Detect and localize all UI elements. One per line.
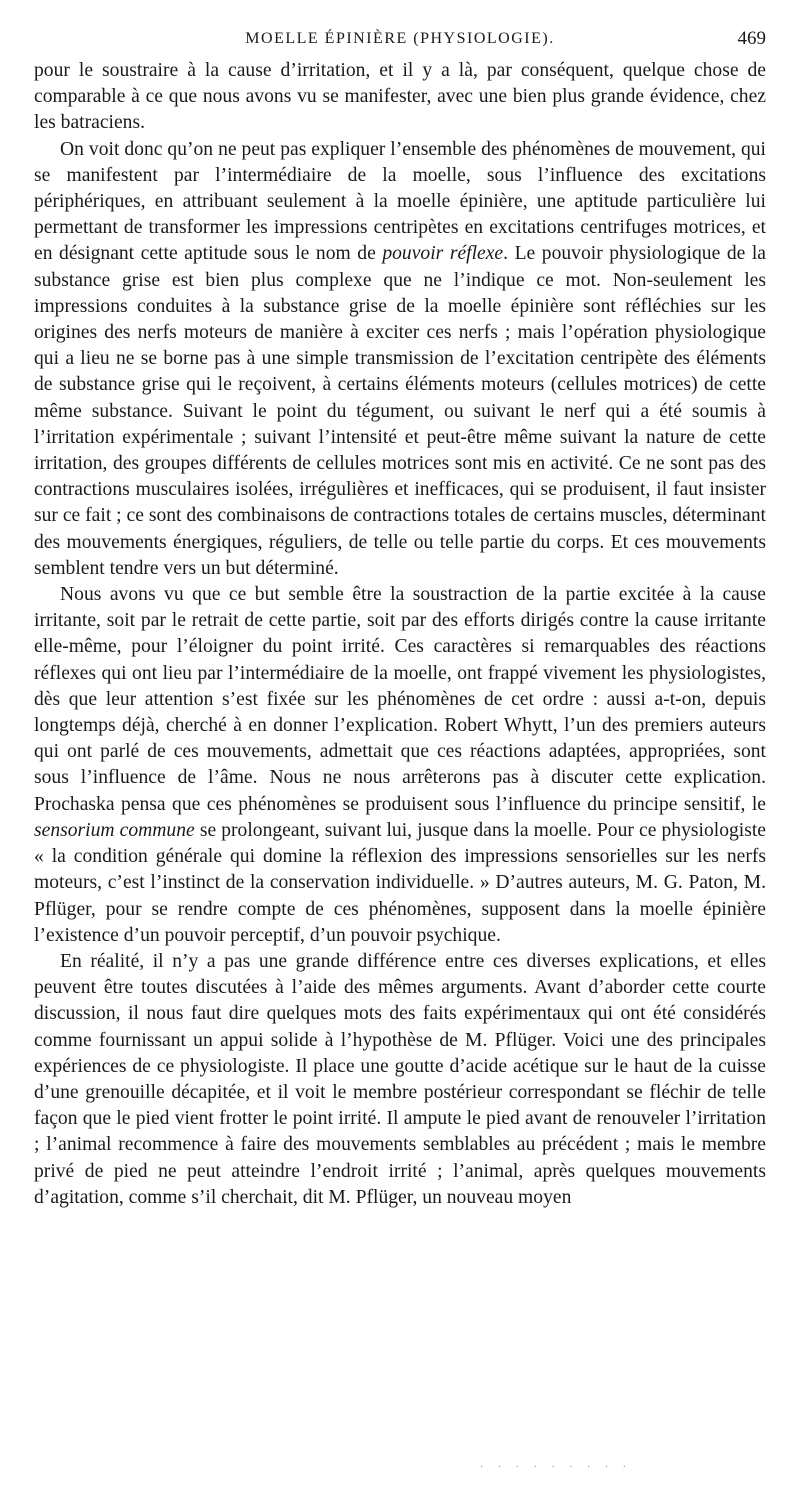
text-segment: pour le soustraire à la cause d’irritation, et il y a là, par conséquent, quelque chose de comparable à ce que nous avons vu se manifester, avec une bien plus grande évidence, chez les batraciens. xyxy=(34,60,766,134)
paragraph xyxy=(34,949,766,1211)
page-number: 469 xyxy=(737,28,766,49)
text-segment: Nous avons vu que ce but semble être la soustraction de la partie excitée à la cause irritante, soit par le retrait de cette partie, soit par des efforts dirigés contre la cause irritante elle-même, pour l’éloigner du point irrité. Ces caractères si remarquables des réactions réflexes qui ont lieu par l’intermédiaire de la moelle, ont frappé vivement les physiologistes, dès que leur attention s’est fixée sur les phénomènes de cet ordre : aussi a-t-on, depuis longtemps déjà, cherché à en donner l’explication. Robert Whytt, l’un des premiers auteurs qui ont parlé de ces mouvements, admettait que ces réactions adaptées, appropriées, sont sous l’influence de l’âme. Nous ne nous arrêterons pas à discuter cette explication. Prochaska pensa que ces phénomènes se produisent sous l’influence du principe sensitif, le xyxy=(34,584,766,815)
paragraph xyxy=(34,58,766,137)
print-specks: · · · · · · · · · xyxy=(480,1462,632,1473)
italic-term: pouvoir réflexe xyxy=(382,243,504,265)
italic-term: sensorium commune xyxy=(34,819,195,841)
paragraph xyxy=(34,582,766,949)
body-text xyxy=(34,58,766,1211)
text-segment: se prolongeant, suivant lui, jusque dans la moelle. Pour ce physiologiste « la condition générale qui domine la réflexion des impressions sensorielles sur les nerfs moteurs, c’est l’instinct de la conservation individuelle. » D’autres auteurs, M. G. Paton, M. Pflüger, pour se rendre compte de ces phénomènes, supposent dans la moelle épinière l’existence d’un pouvoir perceptif, d’un pouvoir psychique. xyxy=(34,819,766,946)
text-segment: On voit donc qu’on ne peut pas expliquer l’ensemble des phénomènes de mouvement, qui se manifestent par l’intermédiaire de la moelle, sous l’influence des excitations périphériques, en attribuant seulement à la moelle épinière, une aptitude particulière lui permettant de transformer les impressions centripètes en excitations centrifuges motrices, et en désignant cette aptitude sous le nom de xyxy=(34,138,766,265)
text-segment: En réalité, il n’y a pas une grande différence entre ces diverses explications, et elles peuvent être toutes discutées à l’aide des mêmes arguments. Avant d’aborder cette courte discussion, il nous faut dire quelques mots des faits expérimentaux qui ont été considérés comme fournissant un appui solide à l’hypothèse de M. Pflüger. Voici une des principales expériences de ce physiologiste. Il place une goutte d’acide acétique sur le haut de la cuisse d’une grenouille décapitée, et il voit le membre postérieur correspondant se fléchir de telle façon que le pied vient frotter le point irrité. Il ampute le pied avant de renouveler l’irritation ; l’animal recommence à faire des mouvements semblables au précédent ; mais le membre privé de pied ne peut atteindre l’endroit irrité ; l’animal, après quelques mouvements d’agitation, comme s’il cherchait, dit M. Pflüger, un nouveau moyen xyxy=(34,950,766,1208)
book-page xyxy=(34,30,766,1211)
running-head xyxy=(34,30,766,56)
paragraph xyxy=(34,137,766,582)
running-head-title: MOELLE ÉPINIÈRE (PHYSIOLOGIE). xyxy=(245,30,555,47)
text-segment: . Le pouvoir physiologique de la substance grise est bien plus complexe que ne l’indique ce mot. Non-seulement les impressions conduites à la substance grise de la moelle épinière sont réfléchies sur les origines des nerfs moteurs de manière à exciter ces nerfs ; mais l’opération physiologique qui a lieu ne se borne pas à une simple transmission de l’excitation centripète des éléments de substance grise qui le reçoivent, à certains éléments moteurs (cellules motrices) de cette même substance. Suivant le point du tégument, ou suivant le nerf qui a été soumis à l’irritation expérimentale ; suivant l’intensité et peut-être même suivant la nature de cette irritation, des groupes différents de cellules motrices sont mis en activité. Ce ne sont pas des contractions musculaires isolées, irrégulières et inefficaces, qui se produisent, il faut insister sur ce fait ; ce sont des combinaisons de contractions totales de certains muscles, déterminant des mouvements énergiques, réguliers, de telle ou telle partie du corps. Et ces mouvements semblent tendre vers un but déterminé. xyxy=(34,243,767,579)
